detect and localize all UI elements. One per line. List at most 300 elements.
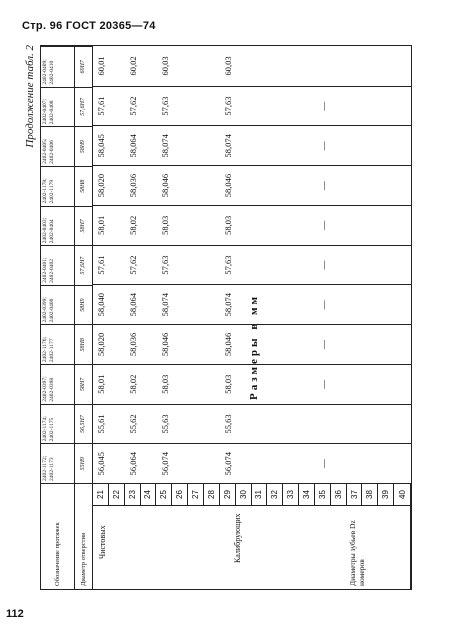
table-cell-dash: — — [318, 181, 329, 191]
table-cell-empty — [141, 165, 157, 205]
column-code: 2402-1172; 2402-1173 — [41, 443, 74, 483]
table-cell-value: 58,02 — [127, 215, 138, 235]
table-cell-empty — [188, 205, 204, 245]
column-tolerance: 55H9 — [75, 443, 92, 483]
table-cell-value: 57,63 — [159, 96, 170, 116]
table-cell-value: 58,064 — [127, 293, 138, 317]
table-cell — [220, 46, 236, 86]
table-cell-empty — [300, 165, 316, 205]
table-cell-empty — [109, 284, 125, 324]
table-cell — [220, 443, 236, 483]
table-cell — [93, 46, 109, 86]
table-cell-empty — [204, 205, 220, 245]
table-cell-empty — [363, 364, 379, 404]
table-cell-value: 58,036 — [127, 332, 138, 357]
table-cell-empty — [204, 324, 220, 364]
table-cell — [220, 284, 236, 324]
table-cell-empty — [141, 86, 157, 126]
table-cell-empty — [363, 46, 379, 86]
table-cell — [93, 125, 109, 165]
table-cell-empty — [363, 86, 379, 126]
table-cell — [157, 404, 173, 444]
table-cell-empty — [331, 245, 347, 285]
table-cell — [220, 245, 236, 285]
table-cell-empty — [379, 245, 395, 285]
table-cell-empty — [363, 245, 379, 285]
table-cell — [125, 205, 141, 245]
table-cell-empty — [172, 443, 188, 483]
table-cell-empty — [347, 46, 363, 86]
table-cell-value: 58,020 — [95, 332, 106, 357]
table-cell-dash: — — [318, 300, 329, 310]
table-cell-empty — [363, 165, 379, 205]
table-cell-empty — [109, 245, 125, 285]
corner-designation: Обозначение протяжек — [41, 483, 75, 589]
column-tolerance: 57,6H7 — [75, 245, 92, 285]
table-cell-empty — [188, 86, 204, 126]
column-tolerance: 56,5H7 — [75, 404, 92, 444]
table-cell-empty — [236, 364, 252, 404]
table-cell-empty — [379, 205, 395, 245]
table-cell-empty — [252, 364, 268, 404]
label-chistovykh: Чистовых — [98, 525, 107, 559]
table-cell-value: 58,074 — [223, 293, 234, 317]
table-cell-empty — [284, 165, 300, 205]
header-codes — [41, 46, 75, 483]
table-cell-empty — [395, 46, 411, 86]
table-cell-value: 58,03 — [223, 374, 234, 394]
table-cell — [125, 404, 141, 444]
table-cell-value: 57,61 — [95, 96, 106, 116]
table-cell-empty — [379, 364, 395, 404]
table-cell-dash: — — [318, 339, 329, 349]
table-cell — [93, 404, 109, 444]
table-cell-empty — [109, 125, 125, 165]
column-tolerance: 58H9 — [75, 126, 92, 166]
table-cell-empty — [395, 443, 411, 483]
table-cell-empty — [236, 86, 252, 126]
table-cell-empty — [236, 404, 252, 444]
column-code: 2402-0397; 2402-0398 — [41, 364, 74, 404]
column-tolerance: 60H7 — [80, 60, 87, 74]
table-cell-empty — [379, 165, 395, 205]
table-cell-empty — [347, 324, 363, 364]
table-cell-empty — [284, 46, 300, 86]
table-cell-empty — [347, 205, 363, 245]
row-number: 37 — [347, 484, 363, 505]
table-cell-empty — [347, 284, 363, 324]
table-cell — [220, 364, 236, 404]
table-cell-empty — [204, 86, 220, 126]
table-cell-empty — [204, 364, 220, 404]
row-number: 23 — [125, 484, 141, 505]
table-cell-value: 58,01 — [95, 374, 106, 394]
table-cell-empty — [331, 284, 347, 324]
table-cell-empty — [109, 86, 125, 126]
table-cell-empty — [236, 165, 252, 205]
table-cell-value: 58,074 — [159, 134, 170, 158]
table-cell-empty — [395, 364, 411, 404]
table-cell-empty — [331, 46, 347, 86]
table-cell-empty — [379, 443, 395, 483]
table-cell-empty — [268, 364, 284, 404]
table-cell-value: 57,63 — [159, 255, 170, 275]
table-cell-value: 58,045 — [95, 134, 106, 158]
column-code: 2402-1174; 2402-1175 — [41, 404, 74, 444]
table-cell-dash: — — [318, 379, 329, 389]
table-cell-empty — [363, 205, 379, 245]
table-cell-empty — [395, 165, 411, 205]
column-code: 2402-0405; 2402-0406 — [41, 126, 74, 166]
table-cell-value: 58,020 — [95, 173, 106, 198]
row-number: 25 — [156, 484, 172, 505]
table-cell-empty — [172, 125, 188, 165]
table-cell — [125, 245, 141, 285]
row-number: 22 — [109, 484, 125, 505]
row-number: 21 — [93, 484, 109, 505]
table-cell-empty — [300, 324, 316, 364]
table-cell — [93, 324, 109, 364]
page-number: 112 — [6, 608, 24, 620]
table-cell-empty — [236, 443, 252, 483]
table-cell-empty — [347, 165, 363, 205]
column-tolerance: 58H7 — [75, 206, 92, 246]
table-cell-empty — [109, 404, 125, 444]
table-cell-empty — [172, 205, 188, 245]
column-tolerance: 58H8 — [75, 324, 92, 364]
table-cell-empty — [363, 324, 379, 364]
table-cell — [93, 245, 109, 285]
table-cell-empty — [331, 404, 347, 444]
table-cell-empty — [141, 364, 157, 404]
table-cell-empty — [268, 125, 284, 165]
table-cell-empty — [395, 245, 411, 285]
table-cell-empty — [252, 443, 268, 483]
table-cell-empty — [395, 284, 411, 324]
table-body — [93, 46, 411, 483]
table-cell-empty — [300, 404, 316, 444]
column-code: 2402-0401; 2402-0402 — [41, 245, 74, 285]
rotated-page — [20, 45, 440, 590]
table-cell-empty — [363, 284, 379, 324]
row-number: 31 — [252, 484, 268, 505]
table-cell-value: 60,02 — [127, 56, 138, 76]
row-number: 30 — [236, 484, 252, 505]
table-cell-empty — [188, 443, 204, 483]
row-number: 34 — [299, 484, 315, 505]
table-cell-value: 57,62 — [127, 255, 138, 275]
table-cell-empty — [395, 404, 411, 444]
table-cell-empty — [109, 324, 125, 364]
table-cell-value: 58,046 — [223, 332, 234, 357]
table-cell-value: 58,046 — [223, 173, 234, 198]
table-cell-empty — [331, 443, 347, 483]
table-cell-empty — [141, 125, 157, 165]
column-code: 2402-1176; 2402-1177 — [41, 324, 74, 364]
table-cell-empty — [363, 443, 379, 483]
table-cell-empty — [331, 205, 347, 245]
table-cell-empty — [284, 364, 300, 404]
side-labels — [93, 505, 411, 589]
table-cell-empty — [268, 324, 284, 364]
table-cell-empty — [236, 46, 252, 86]
table-cell — [93, 165, 109, 205]
table-cell-value: 58,064 — [127, 134, 138, 158]
table-cell-value: 58,040 — [95, 293, 106, 317]
table-cell-empty — [252, 324, 268, 364]
table-cell — [125, 324, 141, 364]
table-cell-value: 58,046 — [159, 332, 170, 357]
row-number: 27 — [188, 484, 204, 505]
table-cell-empty — [300, 46, 316, 86]
table-cell-empty — [188, 404, 204, 444]
table-cell-empty — [141, 404, 157, 444]
table-cell-empty — [236, 324, 252, 364]
table-cell-value: 58,074 — [223, 134, 234, 158]
table-cell-empty — [204, 284, 220, 324]
table-cell-empty — [236, 284, 252, 324]
table-cell-dash: — — [318, 260, 329, 270]
table-cell-empty — [379, 125, 395, 165]
table-cell-empty — [172, 46, 188, 86]
table-cell-empty — [141, 205, 157, 245]
table-cell-value: 58,03 — [159, 374, 170, 394]
table-cell — [157, 125, 173, 165]
corner-diameter: Диаметр отверстия — [75, 483, 93, 589]
row-number: 35 — [315, 484, 331, 505]
table-cell-empty — [141, 443, 157, 483]
table-cell-value: 58,046 — [159, 173, 170, 198]
table-cell-empty — [331, 324, 347, 364]
table-cell-empty — [188, 46, 204, 86]
table-cell-empty — [347, 245, 363, 285]
table-cell-empty — [284, 86, 300, 126]
table-cell-value: 57,63 — [223, 255, 234, 275]
column-tolerance: 58H7 — [75, 364, 92, 404]
table-cell-empty — [109, 165, 125, 205]
table-cell-empty — [379, 404, 395, 444]
table-cell — [125, 284, 141, 324]
table-cell-empty — [252, 125, 268, 165]
table-cell-empty — [284, 125, 300, 165]
table-cell-empty — [236, 125, 252, 165]
table-cell-empty — [284, 284, 300, 324]
table-cell-empty — [300, 125, 316, 165]
column-tolerance: 57,6H7 — [75, 87, 92, 127]
table-cell-empty — [236, 205, 252, 245]
table-cell-empty — [363, 404, 379, 444]
table-cell-empty — [379, 46, 395, 86]
label-kalibruyushchikh: Калибрующих — [233, 513, 242, 563]
table-cell-empty — [141, 324, 157, 364]
table-cell-empty — [141, 245, 157, 285]
table-cell-empty — [284, 443, 300, 483]
table-cell — [220, 125, 236, 165]
column-code: 2402-1178; 2402-1179 — [41, 166, 74, 206]
continuation-label: Продолжение табл. 2 — [24, 45, 36, 148]
table-cell-empty — [141, 284, 157, 324]
table-cell — [157, 284, 173, 324]
table-cell-dash: — — [318, 459, 329, 469]
table-cell-empty — [204, 46, 220, 86]
table-cell-value: 56,064 — [127, 451, 138, 476]
table-cell — [157, 165, 173, 205]
table-cell — [316, 245, 332, 285]
table-cell-empty — [188, 324, 204, 364]
table-cell-empty — [284, 324, 300, 364]
table-cell-value: 55,63 — [159, 414, 170, 434]
table-cell-empty — [395, 125, 411, 165]
column-code: 2402-0403; 2402-0404 — [41, 206, 74, 246]
table-cell-empty — [109, 443, 125, 483]
table-cell-empty — [188, 364, 204, 404]
table-cell-empty — [300, 245, 316, 285]
table-cell-empty — [252, 404, 268, 444]
table-cell-empty — [252, 205, 268, 245]
table-cell — [93, 443, 109, 483]
table-cell — [125, 125, 141, 165]
row-number: 38 — [362, 484, 378, 505]
row-number: 36 — [331, 484, 347, 505]
table-cell-empty — [300, 364, 316, 404]
table-cell-empty — [268, 245, 284, 285]
table-cell — [220, 205, 236, 245]
table-cell — [220, 86, 236, 126]
table-cell — [157, 324, 173, 364]
table-cell-empty — [172, 165, 188, 205]
row-number: 33 — [283, 484, 299, 505]
table-cell — [220, 404, 236, 444]
label-diameters: Диаметры зубьев Dz номеров — [348, 520, 366, 586]
table-cell-value: 56,045 — [95, 451, 106, 476]
table-cell — [157, 46, 173, 86]
column-code: 2402-0399; 2402-0400 — [41, 285, 74, 325]
table-cell-empty — [109, 46, 125, 86]
table-cell-empty — [204, 125, 220, 165]
table-cell-empty — [300, 443, 316, 483]
table-cell-empty — [395, 205, 411, 245]
table-cell-empty — [347, 364, 363, 404]
table-cell-empty — [379, 324, 395, 364]
row-number: 29 — [220, 484, 236, 505]
table-cell-empty — [268, 404, 284, 444]
table-cell-empty — [300, 284, 316, 324]
table-cell — [316, 86, 332, 126]
table-cell-empty — [300, 86, 316, 126]
table-cell-value: 60,03 — [223, 56, 234, 76]
table-cell — [93, 364, 109, 404]
table-cell-empty — [188, 284, 204, 324]
table-cell-empty — [268, 46, 284, 86]
table-cell-empty — [268, 165, 284, 205]
row-number-column — [93, 483, 411, 505]
table-cell-value: 60,03 — [159, 56, 170, 76]
table-cell — [316, 205, 332, 245]
table-cell — [93, 205, 109, 245]
table-cell-empty — [347, 125, 363, 165]
table-cell-empty — [395, 324, 411, 364]
table-cell-empty — [252, 165, 268, 205]
sizes-table — [40, 45, 412, 590]
table-cell-empty — [331, 165, 347, 205]
column-code: 2402-0409; 2402-0410 — [42, 59, 55, 85]
table-cell-value: 55,62 — [127, 414, 138, 434]
table-cell-empty — [252, 284, 268, 324]
table-cell-empty — [331, 364, 347, 404]
table-cell-empty — [188, 245, 204, 285]
table-cell — [157, 86, 173, 126]
row-number: 24 — [141, 484, 157, 505]
table-cell — [316, 364, 332, 404]
table-cell-value: 58,01 — [95, 215, 106, 235]
table-cell-empty — [172, 86, 188, 126]
page-header: Стр. 96 ГОСТ 20365—74 — [22, 20, 156, 32]
table-cell-value: 58,074 — [159, 293, 170, 317]
table-cell-value: 60,01 — [95, 56, 106, 76]
table-cell-empty — [363, 125, 379, 165]
row-number: 40 — [397, 490, 407, 499]
table-cell-empty — [347, 86, 363, 126]
table-cell-empty — [268, 86, 284, 126]
table-cell-dash: — — [318, 141, 329, 151]
table-cell-value: 58,036 — [127, 173, 138, 198]
table-cell — [316, 324, 332, 364]
table-cell-empty — [236, 245, 252, 285]
table-cell-value: 58,03 — [223, 215, 234, 235]
table-cell-empty — [109, 364, 125, 404]
table-cell-value: 57,62 — [127, 96, 138, 116]
table-cell-empty — [331, 125, 347, 165]
table-cell — [157, 364, 173, 404]
table-cell — [125, 46, 141, 86]
table-cell-empty — [316, 46, 332, 86]
table-cell-empty — [172, 404, 188, 444]
column-tolerance: 58H8 — [75, 166, 92, 206]
table-cell — [316, 443, 332, 483]
table-cell-empty — [379, 86, 395, 126]
table-cell-empty — [141, 46, 157, 86]
table-cell-empty — [252, 46, 268, 86]
table-cell — [125, 86, 141, 126]
table-cell-empty — [172, 364, 188, 404]
table-cell — [93, 86, 109, 126]
table-cell-empty — [204, 165, 220, 205]
table-cell-empty — [268, 443, 284, 483]
table-cell — [157, 205, 173, 245]
table-cell-empty — [268, 205, 284, 245]
table-cell-value: 56,074 — [223, 451, 234, 476]
table-cell — [220, 165, 236, 205]
table-cell-dash: — — [318, 101, 329, 111]
table-cell-value: 55,63 — [223, 414, 234, 434]
table-cell-empty — [188, 125, 204, 165]
table-cell-empty — [252, 86, 268, 126]
table-cell-value: 57,61 — [95, 255, 106, 275]
table-cell-empty — [204, 404, 220, 444]
table-cell — [316, 125, 332, 165]
table-cell-empty — [395, 86, 411, 126]
table-cell — [316, 284, 332, 324]
table-cell-empty — [204, 245, 220, 285]
row-number: 32 — [267, 484, 283, 505]
table-cell-empty — [331, 86, 347, 126]
row-number: 28 — [204, 484, 220, 505]
table-cell-empty — [109, 205, 125, 245]
column-tolerance: 58H9 — [75, 285, 92, 325]
table-cell-empty — [172, 284, 188, 324]
table-cell-dash: — — [318, 220, 329, 230]
table-cell-empty — [172, 324, 188, 364]
